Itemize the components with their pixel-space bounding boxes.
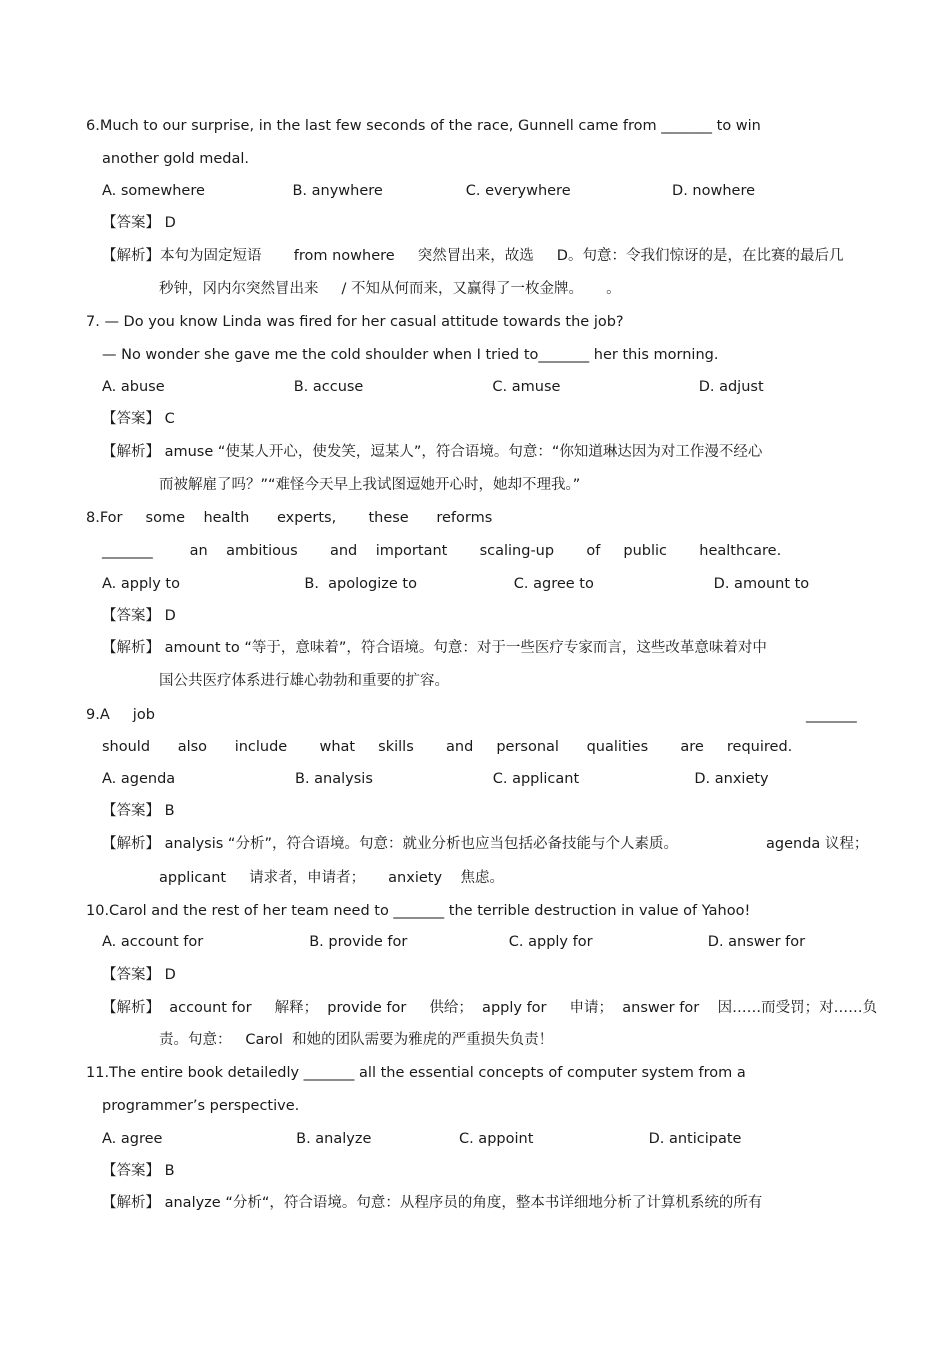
question-7-answer: 【答案】 C bbox=[102, 411, 175, 427]
question-7-options: A. abuse B. accuse C. amuse D. adjust bbox=[102, 379, 764, 395]
question-6-explanation-cont: 秒钟，冈内尔突然冒出来 / 不知从何而来，又赢得了一枚金牌。 。 bbox=[159, 281, 621, 297]
question-6-answer: 【答案】 D bbox=[102, 215, 176, 231]
question-10-answer: 【答案】 D bbox=[102, 967, 176, 983]
question-7-explanation-cont: 而被解雇了吗？”“难怪今天早上我试图逗她开心时，她却不理我。” bbox=[159, 477, 581, 493]
question-8-options: A. apply to B. apologize to C. agree to D. amount to bbox=[102, 576, 810, 592]
question-6-options: A. somewhere B. anywhere C. everywhere D. nowhere bbox=[102, 183, 756, 199]
question-7-stem-cont: — No wonder she gave me the cold shoulder when I tried to_______ her this morning. bbox=[102, 347, 719, 363]
question-6-stem-cont: another gold medal. bbox=[102, 151, 250, 167]
question-9-answer: 【答案】 B bbox=[102, 803, 175, 819]
question-10-stem: 10.Carol and the rest of her team need to _______ the terrible destruction in value of Yahoo! bbox=[86, 903, 751, 919]
question-8-answer: 【答案】 D bbox=[102, 608, 176, 624]
question-6-stem: 6.Much to our surprise, in the last few seconds of the race, Gunnell came from _______ to win bbox=[86, 118, 761, 134]
question-8-stem-cont: _______ an ambitious and important scaling-up of public healthcare. bbox=[102, 543, 782, 559]
question-9-explanation: 【解析】 analysis “分析”，符合语境。句意：就业分析也应当包括必备技能与个人素质。 bbox=[102, 836, 678, 852]
question-7-explanation: 【解析】 amuse “使某人开心，使发笑，逗某人”，符合语境。句意：“你知道琳达因为对工作漫不经心 bbox=[102, 444, 763, 460]
question-9-blank: _______ bbox=[806, 707, 857, 723]
question-8-stem: 8.For some health experts, these reforms bbox=[86, 510, 493, 526]
question-11-explanation: 【解析】 analyze “分析“，符合语境。句意：从程序员的角度，整本书详细地分析了计算机系统的所有 bbox=[102, 1195, 763, 1211]
question-8-explanation-cont: 国公共医疗体系进行雄心勃勃和重要的扩容。 bbox=[159, 673, 449, 689]
question-11-stem-cont: programmer’s perspective. bbox=[102, 1098, 300, 1114]
question-8-explanation: 【解析】 amount to “等于，意味着”，符合语境。句意：对于一些医疗专家而言，这些改革意味着对中 bbox=[102, 640, 767, 656]
question-11-options: A. agree B. analyze C. appoint D. anticipate bbox=[102, 1131, 742, 1147]
question-6-explanation: 【解析】本句为固定短语 from nowhere 突然冒出来，故选 D。句意：令我们惊讶的是，在比赛的最后几 bbox=[102, 248, 844, 264]
question-9-options: A. agenda B. analysis C. applicant D. anxiety bbox=[102, 771, 769, 787]
question-10-explanation: 【解析】 account for 解释； provide for 供给； apply for 申请； answer for 因……而受罚；对……负 bbox=[102, 1000, 878, 1016]
question-11-answer: 【答案】 B bbox=[102, 1163, 175, 1179]
question-9-stem: 9.A job bbox=[86, 707, 155, 723]
question-9-explanation-agenda: agenda 议程； bbox=[766, 836, 869, 852]
question-9-stem-cont: should also include what skills and personal qualities are required. bbox=[102, 739, 793, 755]
question-10-explanation-cont: 责。句意： Carol 和她的团队需要为雅虎的严重损失负责！ bbox=[159, 1032, 554, 1048]
question-10-options: A. account for B. provide for C. apply for D. answer for bbox=[102, 934, 806, 950]
question-7-stem: 7. — Do you know Linda was fired for her casual attitude towards the job? bbox=[86, 314, 624, 330]
question-9-explanation-cont: applicant 请求者，申请者； anxiety 焦虑。 bbox=[159, 870, 504, 886]
question-11-stem: 11.The entire book detailedly _______ all the essential concepts of computer system from a bbox=[86, 1065, 746, 1081]
